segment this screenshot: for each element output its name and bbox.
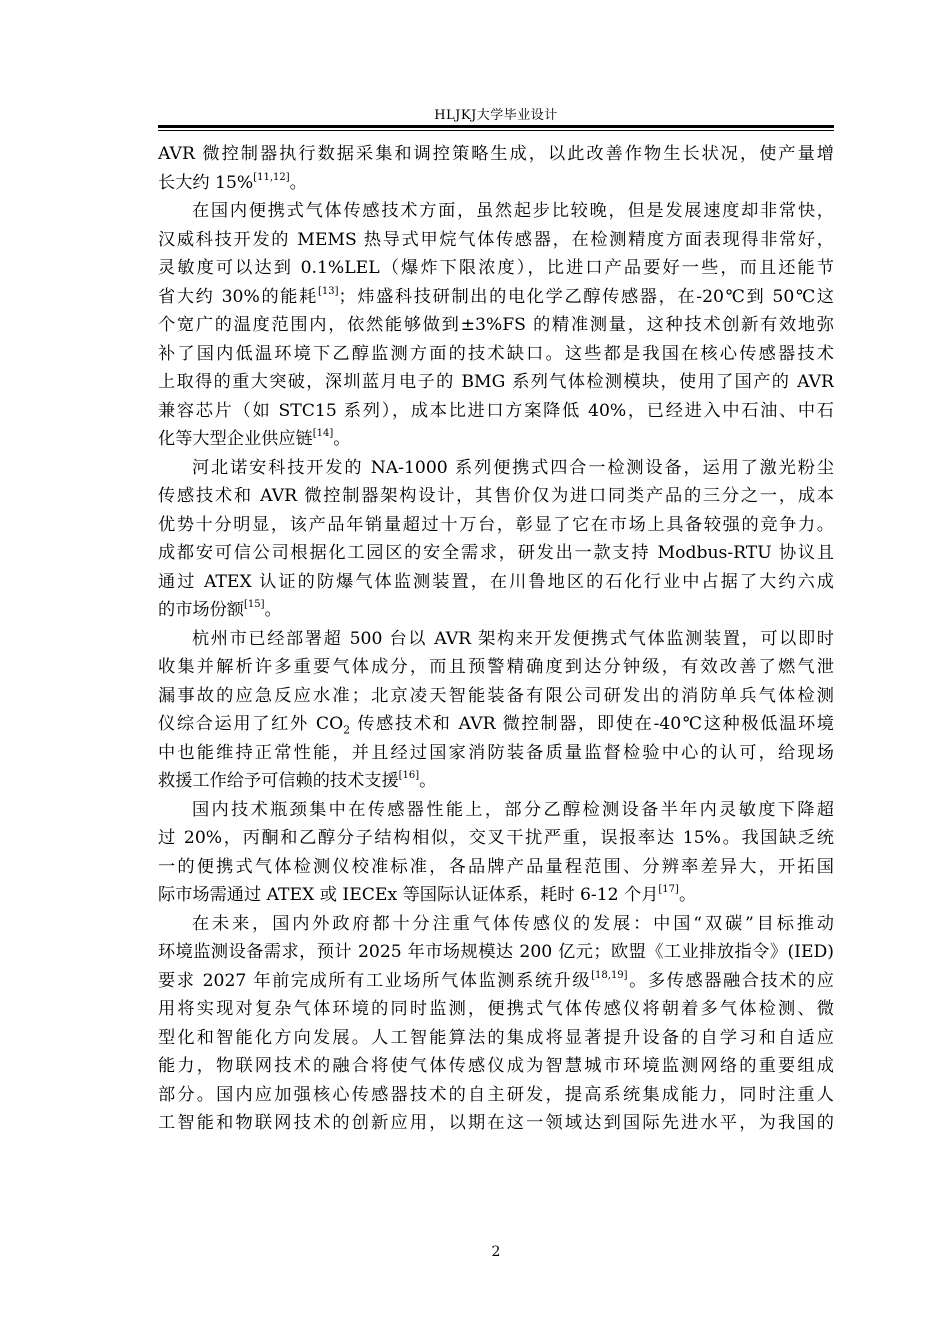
text-run: 成都安可信公司根据化工园区的安全需求，研发出一款支持 Modbus-RTU 协议且 — [158, 543, 834, 563]
text-line — [158, 853, 834, 882]
text-line — [158, 625, 834, 654]
citation: [16] — [398, 770, 420, 782]
citation: [11,12] — [253, 171, 290, 183]
text-run: 兼容芯片（如 STC15 系列），成本比进口方案降低 40%，已经进入中石油、中石 — [158, 400, 834, 421]
text-run: 长大约 15% — [158, 172, 254, 193]
text-run: 部分。国内应加强核心传感器技术的自主研发，提高系统集成能力，同时注重人 — [158, 1084, 834, 1105]
text-line — [158, 539, 834, 568]
text-line — [158, 1052, 834, 1081]
text-line — [158, 254, 834, 283]
text-run: 。多传感器融合技术的应 — [627, 970, 834, 991]
text-line — [158, 938, 834, 967]
text-run: 通过 ATEX 认证的防爆气体监测装置，在川鲁地区的石化行业中占据了大约六成 — [158, 571, 834, 592]
text-line — [158, 1109, 834, 1138]
text-line — [158, 995, 834, 1024]
text-line — [158, 739, 834, 768]
page-number: 2 — [491, 1244, 501, 1260]
text-run: 环境监测设备需求，预计 2025 年市场规模达 200 亿元；欧盟《工业排放指令》(IED) — [158, 942, 834, 962]
text-line — [158, 881, 834, 910]
text-run: 一的便携式气体检测仪校准标准，各品牌产品量程范围、分辨率差异大，开拓国 — [158, 856, 834, 877]
text-line — [158, 1024, 834, 1053]
text-run: 能力，物联网技术的融合将使气体传感仪成为智慧城市环境监测网络的重要组成 — [158, 1056, 834, 1076]
body-text — [158, 140, 834, 1138]
text-line — [158, 682, 834, 711]
text-run: 型化和智能化方向发展。人工智能算法的集成将显著提升设备的自学习和自适应 — [158, 1027, 834, 1048]
text-run: 国内技术瓶颈集中在传感器性能上，部分乙醇检测设备半年内灵敏度下降超 — [192, 799, 834, 820]
text-run: 仪综合运用了红外 CO — [158, 714, 344, 734]
text-run: AVR 微控制器执行数据采集和调控策略生成，以此改善作物生长状况，使产量增 — [158, 144, 834, 164]
text-run: 过 20%，丙酮和乙醇分子结构相似，交叉干扰严重，误报率达 15%。我国缺乏统 — [158, 828, 834, 848]
text-run: 省大约 30%的能耗 — [158, 286, 318, 307]
text-line — [158, 824, 834, 853]
text-line — [158, 368, 834, 397]
text-run: 上取得的重大突破，深圳蓝月电子的 BMG 系列气体检测模块，使用了国产的 AVR — [158, 372, 834, 392]
text-line — [158, 596, 834, 625]
text-line — [158, 710, 834, 739]
text-run: 收集并解析许多重要气体成分，而且预警精确度到达分钟级，有效改善了燃气泄 — [158, 657, 834, 677]
text-line — [158, 226, 834, 255]
text-run: 际市场需通过 ATEX 或 IECEx 等国际认证体系，耗时 6-12 个月 — [158, 885, 659, 905]
text-run: 。 — [289, 172, 307, 193]
citation: [18,19] — [591, 969, 628, 981]
text-run: 灵敏度可以达到 0.1%LEL（爆炸下限浓度），比进口产品要好一些，而且还能节 — [158, 258, 834, 278]
citation: [14] — [312, 428, 334, 440]
text-line — [158, 910, 834, 939]
text-run: 杭州市已经部署超 500 台以 AVR 架构来开发便携式气体监测装置，可以即时 — [192, 628, 834, 649]
text-run: 河北诺安科技开发的 NA-1000 系列便携式四合一检测设备，运用了激光粉尘 — [192, 457, 834, 478]
text-run: 救援工作给予可信赖的技术支援 — [158, 771, 399, 791]
text-run: 要求 2027 年前完成所有工业场所气体监测系统升级 — [158, 970, 592, 991]
citation: [17] — [658, 884, 679, 896]
text-line — [158, 796, 834, 825]
subscript: 2 — [343, 723, 351, 737]
text-line — [158, 197, 834, 226]
text-run: 。 — [333, 429, 351, 449]
text-run: 。 — [678, 885, 697, 905]
text-run: ；炜盛科技研制出的电化学乙醇传感器，在-20℃到 50℃这 — [338, 286, 834, 307]
text-line — [158, 425, 834, 454]
text-line — [158, 454, 834, 483]
text-run: 优势十分明显，该产品年销量超过十万台，彰显了它在市场上具备较强的竞争力。 — [158, 514, 834, 535]
text-run: 。 — [264, 600, 282, 620]
citation: [15] — [243, 599, 265, 611]
text-line — [158, 482, 834, 511]
text-line — [158, 140, 834, 169]
text-run: 用将实现对复杂气体环境的同时监测，便携式气体传感仪将朝着多气体检测、微 — [158, 999, 834, 1019]
text-line — [158, 767, 834, 796]
text-line — [158, 568, 834, 597]
text-run: 传感技术和 AVR 微控制器架构设计，其售价仅为进口同类产品的三分之一，成本 — [158, 486, 834, 506]
text-line — [158, 169, 834, 198]
text-run: 个宽广的温度范围内，依然能够做到±3%FS 的精准测量，这种技术创新有效地弥 — [158, 315, 834, 335]
text-line — [158, 340, 834, 369]
text-run: 漏事故的应急反应水准；北京凌天智能装备有限公司研发出的消防单兵气体检测 — [158, 685, 834, 706]
text-run: 工智能和物联网技术的创新应用，以期在这一领域达到国际先进水平，为我国的 — [158, 1113, 834, 1133]
text-run: 在未来，国内外政府都十分注重气体传感仪的发展：中国“双碳”目标推动 — [192, 913, 834, 934]
text-run: 补了国内低温环境下乙醇监测方面的技术缺口。这些都是我国在核心传感器技术 — [158, 343, 834, 364]
text-run: 在国内便携式气体传感技术方面，虽然起步比较晚，但是发展速度却非常快， — [192, 201, 834, 221]
text-line — [158, 397, 834, 426]
text-run: 传感技术和 AVR 微控制器，即使在-40℃这种极低温环境 — [350, 714, 834, 734]
header-rule-thin — [158, 130, 834, 131]
header-rule-thick — [158, 125, 834, 128]
text-line — [158, 653, 834, 682]
text-line — [158, 311, 834, 340]
page-header-title: HLJKJ大学毕业设计 — [434, 108, 558, 123]
text-run: 的市场份额 — [158, 600, 244, 620]
text-line — [158, 967, 834, 996]
text-run: 化等大型企业供应链 — [158, 429, 313, 449]
text-run: 中也能维持正常性能，并且经过国家消防装备质量监督检验中心的认可，给现场 — [158, 742, 834, 763]
text-line — [158, 511, 834, 540]
text-line — [158, 1081, 834, 1110]
text-line — [158, 283, 834, 312]
text-run: 。 — [419, 771, 437, 791]
text-run: 汉威科技开发的 MEMS 热导式甲烷气体传感器，在检测精度方面表现得非常好， — [158, 229, 834, 250]
citation: [13] — [317, 285, 339, 297]
